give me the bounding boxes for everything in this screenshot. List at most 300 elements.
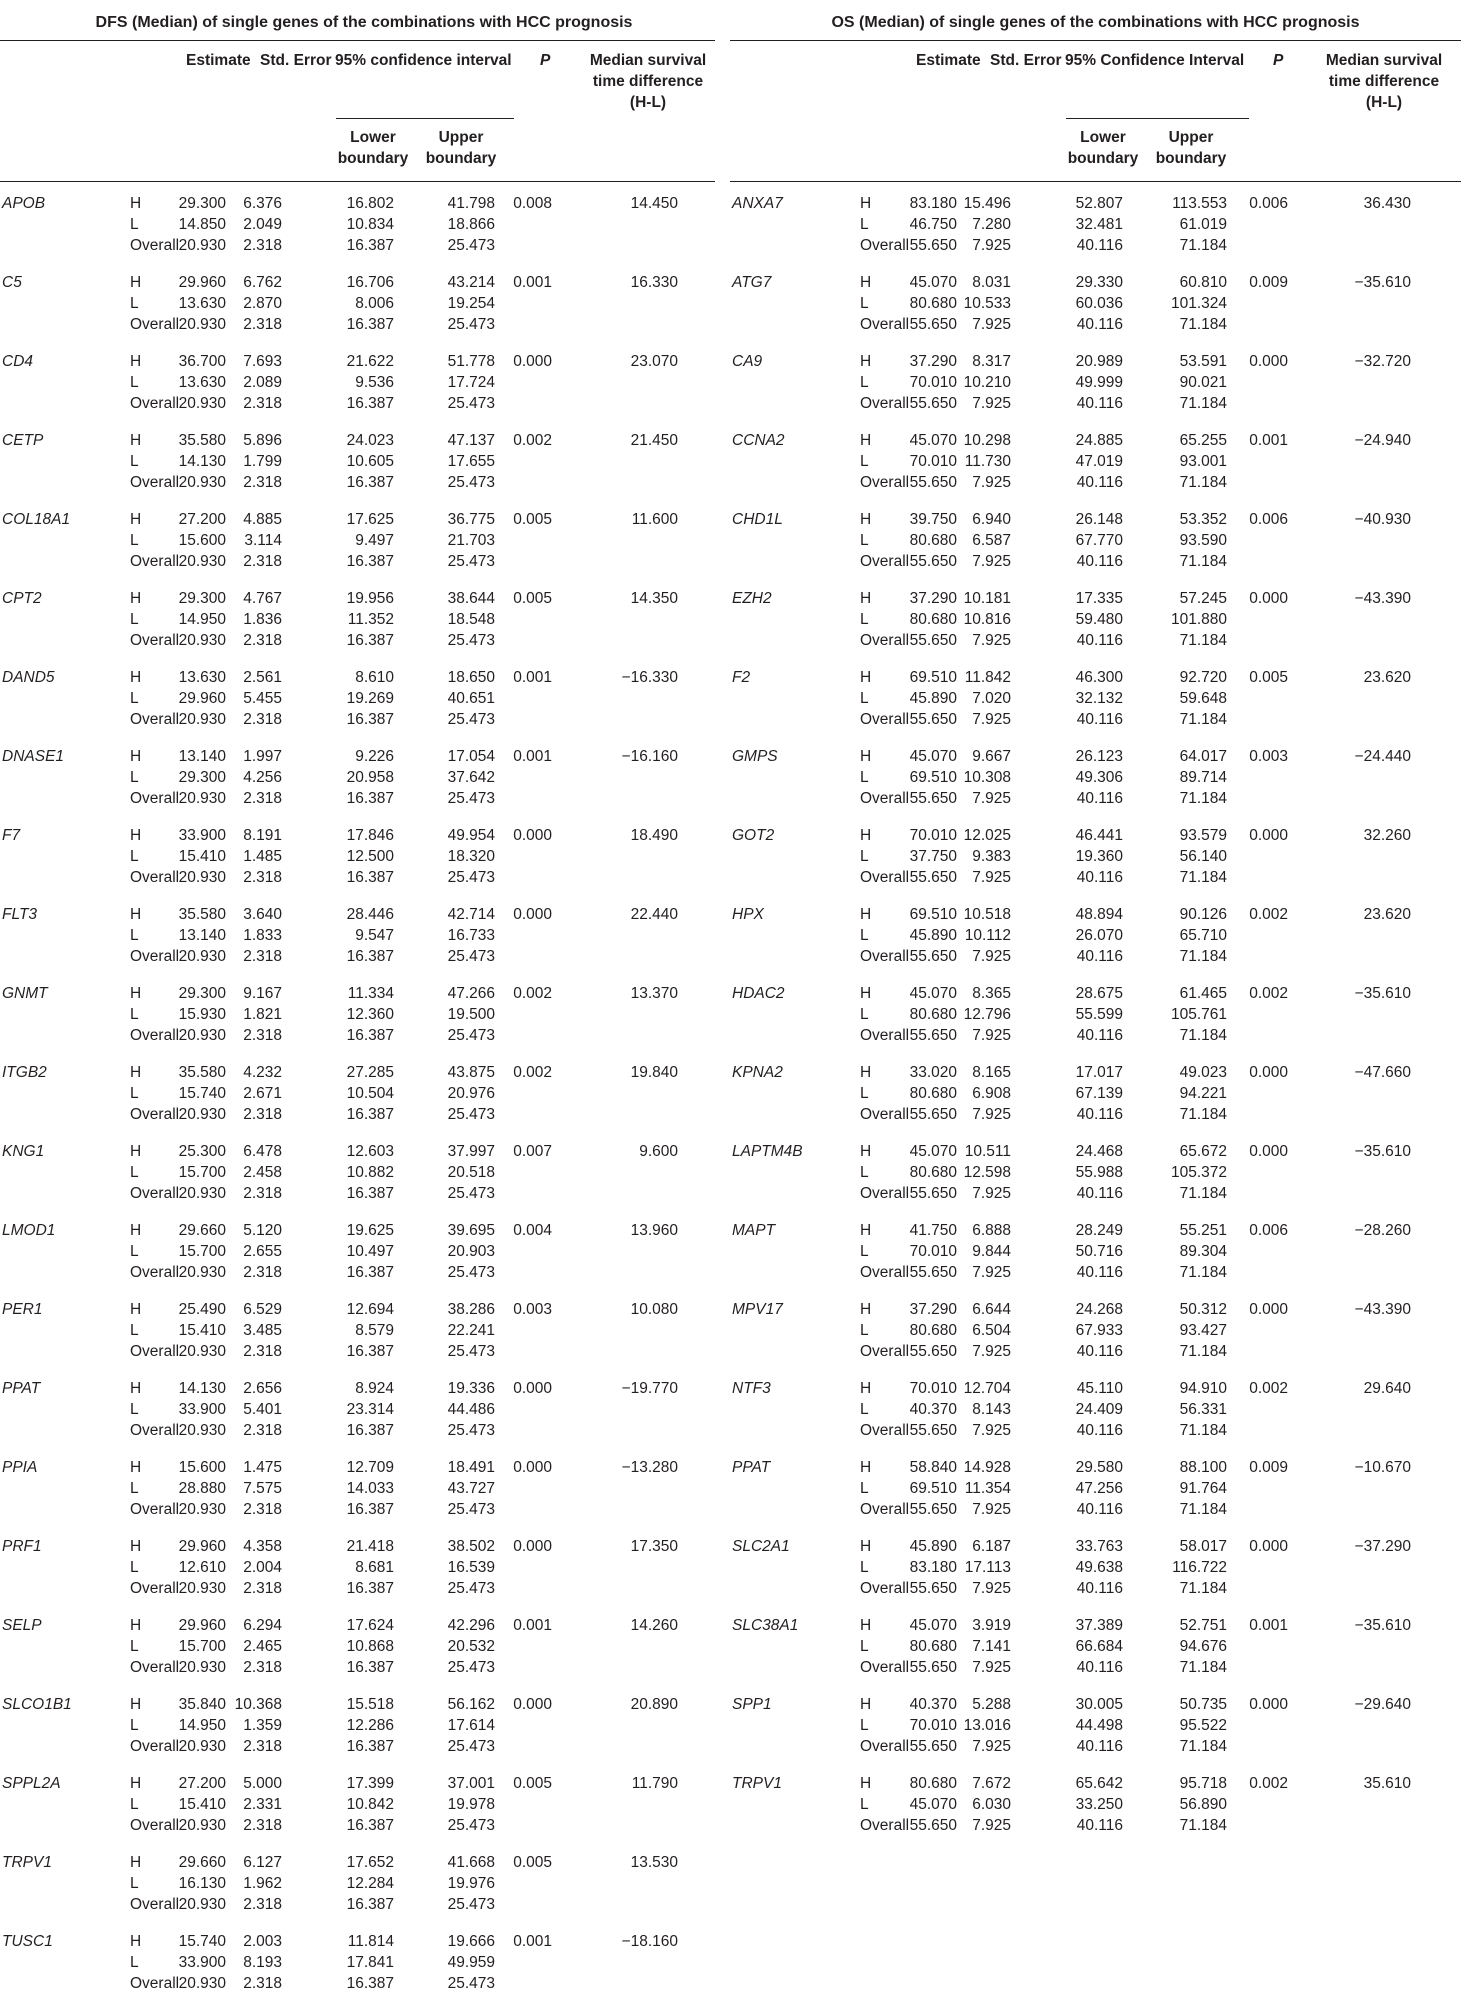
dfs-upper-bound-value: 25.473 (447, 1975, 495, 1992)
os-lower-bound-value: 67.770 (1075, 532, 1123, 549)
dfs-group-label: Overall (130, 711, 180, 728)
os-group-label: L (860, 1322, 869, 1339)
dfs-std-error-value: 2.561 (243, 669, 282, 686)
os-upper-bound-value: 71.184 (1179, 1106, 1227, 1123)
dfs-group-label: Overall (130, 1343, 180, 1360)
os-upper-bound-value: 53.591 (1179, 353, 1227, 370)
dfs-header-p (540, 50, 550, 71)
dfs-upper-bound-value: 17.054 (447, 748, 495, 765)
os-group-label: H (860, 195, 872, 212)
os-estimate-value: 55.650 (909, 790, 957, 807)
os-upper-bound-value: 94.221 (1179, 1085, 1227, 1102)
dfs-upper-bound-value: 47.266 (447, 985, 495, 1002)
os-group-label: H (860, 511, 872, 528)
dfs-estimate-value: 20.930 (178, 1343, 226, 1360)
os-median-diff-value: 29.640 (1363, 1380, 1411, 1397)
dfs-std-error-value: 1.821 (243, 1006, 282, 1023)
dfs-header-upper-line2: boundary (425, 150, 497, 167)
os-group-label: Overall (860, 1185, 910, 1202)
os-lower-bound-value: 17.017 (1075, 1064, 1123, 1081)
dfs-group-label: Overall (130, 790, 180, 807)
os-std-error-value: 8.143 (972, 1401, 1011, 1418)
dfs-std-error-value: 4.232 (243, 1064, 282, 1081)
dfs-median-diff-value: 14.260 (630, 1617, 678, 1634)
dfs-estimate-value: 16.130 (178, 1875, 226, 1892)
dfs-lower-bound-value: 8.610 (355, 669, 394, 686)
dfs-group-label: Overall (130, 1659, 180, 1676)
dfs-median-diff-value: 19.840 (630, 1064, 678, 1081)
dfs-group-label: H (130, 1696, 142, 1713)
dfs-upper-bound-value: 25.473 (447, 553, 495, 570)
os-estimate-value: 55.650 (909, 632, 957, 649)
os-p-value: 0.006 (1249, 195, 1288, 212)
dfs-upper-bound-value: 25.473 (447, 790, 495, 807)
dfs-upper-bound-value: 56.162 (447, 1696, 495, 1713)
os-lower-bound-value: 24.885 (1075, 432, 1123, 449)
dfs-lower-bound-value: 16.387 (346, 1422, 394, 1439)
os-lower-bound-value: 30.005 (1075, 1696, 1123, 1713)
dfs-lower-bound-value: 12.694 (346, 1301, 394, 1318)
os-upper-bound-value: 105.761 (1170, 1006, 1227, 1023)
os-upper-bound-value: 89.714 (1179, 769, 1227, 786)
dfs-lower-bound-value: 10.504 (346, 1085, 394, 1102)
dfs-group-label: H (130, 1933, 142, 1950)
os-p-value: 0.009 (1249, 1459, 1288, 1476)
dfs-lower-bound-value: 9.536 (355, 374, 394, 391)
dfs-lower-bound-value: 8.006 (355, 295, 394, 312)
os-estimate-value: 80.680 (909, 1322, 957, 1339)
os-group-label: H (860, 1222, 872, 1239)
os-upper-bound-value: 90.021 (1179, 374, 1227, 391)
dfs-lower-bound-value: 16.387 (346, 474, 394, 491)
os-upper-bound-value: 93.427 (1179, 1322, 1227, 1339)
dfs-upper-bound-value: 19.976 (447, 1875, 495, 1892)
os-p-value: 0.006 (1249, 1222, 1288, 1239)
os-estimate-value: 55.650 (909, 553, 957, 570)
os-std-error-value: 7.925 (972, 237, 1011, 254)
os-group-label: L (860, 769, 869, 786)
os-group-label: H (860, 1617, 872, 1634)
os-upper-bound-value: 61.465 (1179, 985, 1227, 1002)
dfs-upper-bound-value: 17.724 (447, 374, 495, 391)
dfs-group-label: Overall (130, 869, 180, 886)
os-lower-bound-value: 40.116 (1076, 1343, 1123, 1360)
os-lower-bound-value: 33.763 (1075, 1538, 1123, 1555)
os-lower-bound-value: 24.468 (1075, 1143, 1123, 1160)
dfs-group-label: L (130, 1559, 139, 1576)
os-estimate-value: 55.650 (909, 237, 957, 254)
os-group-label: L (860, 690, 869, 707)
dfs-estimate-value: 28.880 (178, 1480, 226, 1497)
dfs-lower-bound-value: 16.387 (346, 869, 394, 886)
os-upper-bound-value: 91.764 (1179, 1480, 1227, 1497)
dfs-upper-bound-value: 43.875 (447, 1064, 495, 1081)
os-upper-bound-value: 101.880 (1170, 611, 1227, 628)
dfs-upper-bound-value: 41.668 (447, 1854, 495, 1871)
os-p-value: 0.000 (1249, 1064, 1288, 1081)
dfs-estimate-value: 14.950 (178, 1717, 226, 1734)
os-header-p-text: P (1273, 52, 1284, 69)
dfs-estimate-value: 33.900 (178, 1401, 226, 1418)
dfs-upper-bound-value: 42.714 (447, 906, 495, 923)
os-estimate-value: 55.650 (909, 869, 957, 886)
os-gene-name: GMPS (732, 748, 778, 765)
os-std-error-value: 13.016 (963, 1717, 1011, 1734)
dfs-upper-bound-value: 25.473 (447, 1343, 495, 1360)
os-std-error-value: 10.816 (963, 611, 1011, 628)
dfs-std-error-value: 10.368 (234, 1696, 282, 1713)
os-median-diff-value: 32.260 (1363, 827, 1411, 844)
os-upper-bound-value: 71.184 (1179, 711, 1227, 728)
dfs-group-label: L (130, 690, 139, 707)
dfs-gene-name: SPPL2A (2, 1775, 61, 1792)
dfs-lower-bound-value: 9.547 (355, 927, 394, 944)
os-group-label: H (860, 1301, 872, 1318)
os-p-value: 0.000 (1249, 827, 1288, 844)
os-estimate-value: 70.010 (909, 374, 957, 391)
dfs-header-p-text: P (540, 52, 551, 69)
os-lower-bound-value: 55.599 (1075, 1006, 1123, 1023)
os-section-title: OS (Median) of single genes of the combinations with HCC prognosis (831, 14, 1360, 31)
dfs-group-label: H (130, 1380, 142, 1397)
dfs-group-label: H (130, 1143, 142, 1160)
os-estimate-value: 55.650 (909, 395, 957, 412)
os-estimate-value: 55.650 (909, 948, 957, 965)
dfs-std-error-value: 2.318 (243, 1659, 282, 1676)
dfs-lower-bound-value: 16.387 (346, 553, 394, 570)
dfs-p-value: 0.004 (513, 1222, 552, 1239)
os-group-label: L (860, 295, 869, 312)
os-std-error-value: 7.925 (972, 316, 1011, 333)
dfs-group-label: Overall (130, 1817, 180, 1834)
dfs-lower-bound-value: 16.387 (346, 237, 394, 254)
os-upper-bound-value: 71.184 (1179, 632, 1227, 649)
dfs-group-label: L (130, 532, 139, 549)
dfs-lower-bound-value: 12.284 (346, 1875, 394, 1892)
dfs-std-error-value: 2.003 (243, 1933, 282, 1950)
os-lower-bound-value: 40.116 (1076, 869, 1123, 886)
dfs-group-label: H (130, 1064, 142, 1081)
os-group-label: Overall (860, 474, 910, 491)
os-group-label: L (860, 532, 869, 549)
os-median-diff-value: −35.610 (1354, 274, 1411, 291)
dfs-upper-bound-value: 25.473 (447, 1659, 495, 1676)
dfs-lower-bound-value: 16.387 (346, 1580, 394, 1597)
os-upper-bound-value: 71.184 (1179, 1027, 1227, 1044)
os-gene-name: MPV17 (732, 1301, 783, 1318)
os-group-label: Overall (860, 1659, 910, 1676)
os-header-estimate: Estimate (916, 52, 981, 69)
os-header-lower (1060, 127, 1146, 169)
dfs-lower-bound-value: 16.387 (346, 711, 394, 728)
dfs-estimate-value: 29.300 (178, 985, 226, 1002)
os-upper-bound-value: 56.140 (1179, 848, 1227, 865)
dfs-p-value: 0.007 (513, 1143, 552, 1160)
os-lower-bound-value: 40.116 (1076, 316, 1123, 333)
dfs-std-error-value: 1.997 (243, 748, 282, 765)
dfs-group-label: H (130, 1854, 142, 1871)
os-upper-bound-value: 71.184 (1179, 1580, 1227, 1597)
dfs-p-value: 0.000 (513, 353, 552, 370)
dfs-estimate-value: 15.410 (178, 848, 226, 865)
os-p-value: 0.002 (1249, 906, 1288, 923)
dfs-std-error-value: 2.458 (243, 1164, 282, 1181)
dfs-lower-bound-value: 16.387 (346, 1185, 394, 1202)
os-group-label: H (860, 1538, 872, 1555)
os-lower-bound-value: 49.638 (1075, 1559, 1123, 1576)
os-estimate-value: 55.650 (909, 1422, 957, 1439)
dfs-lower-bound-value: 8.681 (355, 1559, 394, 1576)
dfs-std-error-value: 2.655 (243, 1243, 282, 1260)
os-lower-bound-value: 40.116 (1076, 1817, 1123, 1834)
dfs-median-diff-value: 11.600 (631, 511, 678, 528)
os-gene-name: CCNA2 (732, 432, 785, 449)
os-std-error-value: 8.317 (972, 353, 1011, 370)
dfs-lower-bound-value: 10.834 (346, 216, 394, 233)
dfs-std-error-value: 2.318 (243, 632, 282, 649)
os-estimate-value: 37.290 (909, 590, 957, 607)
os-std-error-value: 12.704 (963, 1380, 1011, 1397)
dfs-estimate-value: 14.950 (178, 611, 226, 628)
dfs-estimate-value: 15.930 (178, 1006, 226, 1023)
os-estimate-value: 45.890 (909, 690, 957, 707)
os-median-diff-value: −24.440 (1354, 748, 1411, 765)
os-lower-bound-value: 46.300 (1075, 669, 1123, 686)
os-std-error-value: 6.504 (972, 1322, 1011, 1339)
os-lower-bound-value: 33.250 (1075, 1796, 1123, 1813)
dfs-upper-bound-value: 25.473 (447, 711, 495, 728)
os-upper-bound-value: 71.184 (1179, 790, 1227, 807)
os-lower-bound-value: 40.116 (1076, 1027, 1123, 1044)
os-group-label: H (860, 827, 872, 844)
dfs-group-label: L (130, 1243, 139, 1260)
dfs-estimate-value: 35.840 (178, 1696, 226, 1713)
dfs-std-error-value: 2.318 (243, 1027, 282, 1044)
dfs-group-label: H (130, 1301, 142, 1318)
os-median-diff-value: −43.390 (1354, 590, 1411, 607)
os-p-value: 0.006 (1249, 511, 1288, 528)
dfs-gene-name: CD4 (2, 353, 34, 370)
dfs-estimate-value: 35.580 (178, 432, 226, 449)
dfs-group-label: Overall (130, 948, 180, 965)
os-header-std-error: Std. Error (990, 52, 1062, 69)
dfs-std-error-value: 4.885 (243, 511, 282, 528)
dfs-median-diff-value: 14.350 (630, 590, 678, 607)
dfs-median-diff-value: 13.530 (630, 1854, 678, 1871)
dfs-estimate-value: 35.580 (178, 906, 226, 923)
dfs-p-value: 0.005 (513, 1775, 552, 1792)
dfs-group-label: H (130, 1538, 142, 1555)
os-median-diff-value: 23.620 (1363, 906, 1411, 923)
dfs-std-error-value: 2.049 (243, 216, 282, 233)
dfs-median-diff-value: 10.080 (630, 1301, 678, 1318)
dfs-lower-bound-value: 24.023 (346, 432, 394, 449)
dfs-p-value: 0.000 (513, 1380, 552, 1397)
os-group-label: H (860, 669, 872, 686)
dfs-estimate-value: 15.740 (178, 1933, 226, 1950)
os-std-error-value: 7.141 (972, 1638, 1011, 1655)
os-group-label: Overall (860, 948, 910, 965)
os-lower-bound-value: 40.116 (1076, 1659, 1123, 1676)
dfs-lower-bound-value: 16.802 (346, 195, 394, 212)
dfs-gene-name: LMOD1 (2, 1222, 56, 1239)
os-upper-bound-value: 113.553 (1172, 195, 1227, 212)
os-ci-rule (1066, 118, 1249, 119)
os-estimate-value: 69.510 (909, 1480, 957, 1497)
os-lower-bound-value: 26.148 (1075, 511, 1123, 528)
os-header-ci: 95% Confidence Interval (1065, 52, 1245, 69)
dfs-group-label: L (130, 295, 139, 312)
dfs-lower-bound-value: 16.387 (346, 1817, 394, 1834)
dfs-estimate-value: 15.600 (178, 1459, 226, 1476)
os-estimate-value: 45.070 (909, 748, 957, 765)
os-p-value: 0.000 (1249, 1696, 1288, 1713)
dfs-upper-bound-value: 19.336 (447, 1380, 495, 1397)
dfs-gene-name: CPT2 (2, 590, 42, 607)
dfs-p-value: 0.000 (513, 906, 552, 923)
os-group-label: L (860, 1243, 869, 1260)
dfs-estimate-value: 20.930 (178, 1738, 226, 1755)
os-gene-name: MAPT (732, 1222, 776, 1239)
os-group-label: Overall (860, 316, 910, 333)
dfs-group-label: L (130, 769, 139, 786)
dfs-upper-bound-value: 51.778 (447, 353, 495, 370)
os-median-diff-value: −29.640 (1354, 1696, 1411, 1713)
dfs-std-error-value: 2.318 (243, 553, 282, 570)
dfs-std-error-value: 9.167 (243, 985, 282, 1002)
dfs-lower-bound-value: 16.387 (346, 395, 394, 412)
os-estimate-value: 80.680 (909, 1085, 957, 1102)
os-std-error-value: 7.020 (972, 690, 1011, 707)
dfs-upper-bound-value: 38.502 (447, 1538, 495, 1555)
dfs-estimate-value: 33.900 (178, 827, 226, 844)
os-upper-bound-value: 101.324 (1170, 295, 1227, 312)
dfs-p-value: 0.003 (513, 1301, 552, 1318)
dfs-median-diff-value: −16.330 (621, 669, 678, 686)
os-estimate-value: 55.650 (909, 1580, 957, 1597)
os-estimate-value: 37.750 (909, 848, 957, 865)
dfs-std-error-value: 1.799 (243, 453, 282, 470)
dfs-estimate-value: 20.930 (178, 1896, 226, 1913)
os-median-diff-value: −32.720 (1354, 353, 1411, 370)
dfs-gene-name: SLCO1B1 (2, 1696, 72, 1713)
dfs-group-label: Overall (130, 1501, 180, 1518)
dfs-gene-name: KNG1 (2, 1143, 45, 1160)
os-estimate-value: 45.070 (909, 1143, 957, 1160)
dfs-median-diff-value: −19.770 (621, 1380, 678, 1397)
os-std-error-value: 12.598 (963, 1164, 1011, 1181)
os-p-value: 0.005 (1249, 669, 1288, 686)
os-gene-name: EZH2 (732, 590, 772, 607)
dfs-lower-bound-value: 20.958 (346, 769, 394, 786)
dfs-upper-bound-value: 25.473 (447, 1896, 495, 1913)
os-group-label: L (860, 1480, 869, 1497)
dfs-std-error-value: 2.318 (243, 1185, 282, 1202)
dfs-header-median-line2: time difference (592, 73, 704, 90)
dfs-gene-name: CETP (2, 432, 44, 449)
dfs-estimate-value: 29.960 (178, 1538, 226, 1555)
os-std-error-value: 10.533 (963, 295, 1011, 312)
os-group-label: H (860, 1459, 872, 1476)
os-group-label: L (860, 1006, 869, 1023)
dfs-estimate-value: 14.130 (178, 453, 226, 470)
os-upper-bound-value: 60.810 (1179, 274, 1227, 291)
dfs-median-diff-value: −13.280 (621, 1459, 678, 1476)
os-upper-bound-value: 71.184 (1179, 1185, 1227, 1202)
os-estimate-value: 45.890 (909, 927, 957, 944)
dfs-median-diff-value: −18.160 (621, 1933, 678, 1950)
os-group-label: Overall (860, 1422, 910, 1439)
dfs-median-diff-value: 11.790 (631, 1775, 678, 1792)
dfs-group-label: L (130, 1638, 139, 1655)
os-std-error-value: 7.925 (972, 553, 1011, 570)
dfs-estimate-value: 25.490 (178, 1301, 226, 1318)
os-std-error-value: 6.644 (972, 1301, 1011, 1318)
dfs-gene-name: ITGB2 (2, 1064, 47, 1081)
os-median-diff-value: −24.940 (1354, 432, 1411, 449)
os-std-error-value: 14.928 (963, 1459, 1011, 1476)
dfs-upper-bound-value: 40.651 (447, 690, 495, 707)
dfs-lower-bound-value: 12.603 (346, 1143, 394, 1160)
os-p-value: 0.002 (1249, 985, 1288, 1002)
dfs-gene-name: DAND5 (2, 669, 55, 686)
os-lower-bound-value: 67.139 (1075, 1085, 1123, 1102)
dfs-std-error-value: 2.318 (243, 948, 282, 965)
dfs-header-lower (330, 127, 416, 169)
dfs-gene-name: C5 (2, 274, 22, 291)
os-upper-bound-value: 56.890 (1179, 1796, 1227, 1813)
dfs-estimate-value: 20.930 (178, 711, 226, 728)
os-group-label: H (860, 353, 872, 370)
dfs-upper-bound-value: 25.473 (447, 1580, 495, 1597)
dfs-upper-bound-value: 20.532 (447, 1638, 495, 1655)
os-estimate-value: 37.290 (909, 353, 957, 370)
dfs-std-error-value: 2.318 (243, 474, 282, 491)
dfs-upper-bound-value: 16.539 (447, 1559, 495, 1576)
dfs-lower-bound-value: 11.352 (347, 611, 394, 628)
os-median-diff-value: −28.260 (1354, 1222, 1411, 1239)
dfs-std-error-value: 6.294 (243, 1617, 282, 1634)
dfs-std-error-value: 2.656 (243, 1380, 282, 1397)
dfs-estimate-value: 25.300 (178, 1143, 226, 1160)
os-upper-bound-value: 88.100 (1179, 1459, 1227, 1476)
os-lower-bound-value: 29.330 (1075, 274, 1123, 291)
os-lower-bound-value: 26.123 (1075, 748, 1123, 765)
dfs-lower-bound-value: 12.709 (346, 1459, 394, 1476)
os-header-p (1273, 50, 1283, 71)
dfs-lower-bound-value: 8.924 (355, 1380, 394, 1397)
os-std-error-value: 11.730 (964, 453, 1011, 470)
os-estimate-value: 55.650 (909, 711, 957, 728)
os-estimate-value: 80.680 (909, 295, 957, 312)
os-estimate-value: 45.070 (909, 985, 957, 1002)
os-upper-bound-value: 61.019 (1179, 216, 1227, 233)
os-median-diff-value: 23.620 (1363, 669, 1411, 686)
dfs-upper-bound-value: 43.727 (447, 1480, 495, 1497)
os-group-label: Overall (860, 237, 910, 254)
dfs-lower-bound-value: 17.652 (346, 1854, 394, 1871)
os-estimate-value: 55.650 (909, 1817, 957, 1834)
os-group-label: L (860, 1164, 869, 1181)
os-estimate-value: 39.750 (909, 511, 957, 528)
dfs-std-error-value: 4.256 (243, 769, 282, 786)
dfs-std-error-value: 6.762 (243, 274, 282, 291)
dfs-upper-bound-value: 25.473 (447, 1501, 495, 1518)
dfs-section-title: DFS (Median) of single genes of the combinations with HCC prognosis (95, 14, 633, 31)
os-lower-bound-value: 28.249 (1075, 1222, 1123, 1239)
os-lower-bound-value: 40.116 (1076, 1185, 1123, 1202)
dfs-std-error-value: 5.120 (243, 1222, 282, 1239)
